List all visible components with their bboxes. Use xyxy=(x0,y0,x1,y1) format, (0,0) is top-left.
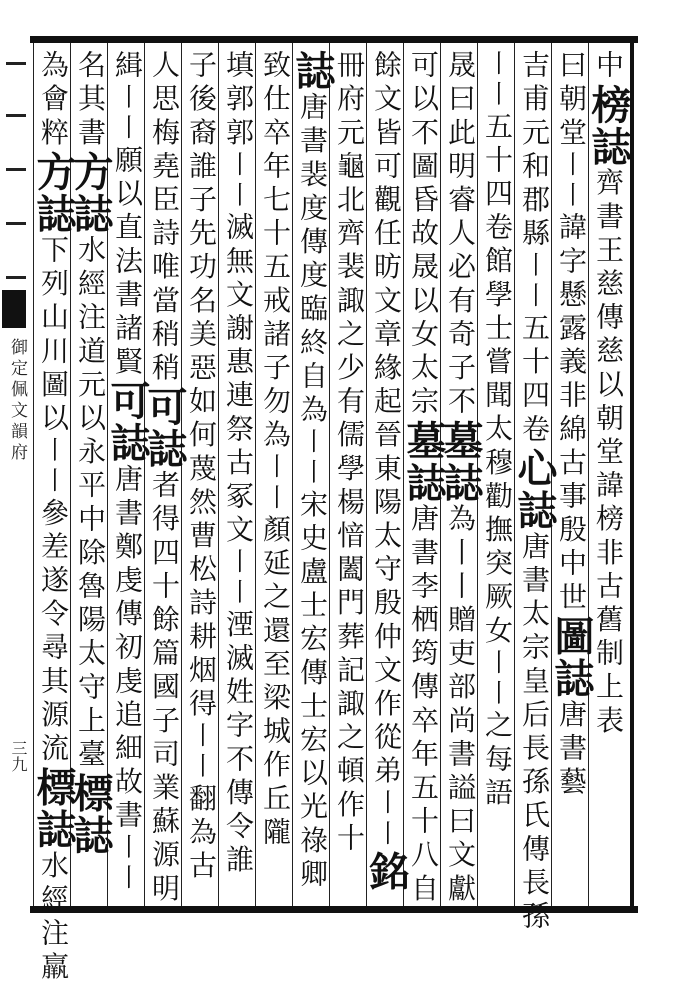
entry-heading: 方誌 xyxy=(30,150,77,235)
text-segment: 唐書裴度傳度臨終自為 xyxy=(296,92,329,428)
text-segment: 丨丨 xyxy=(557,150,586,213)
entry-heading: 可誌 xyxy=(104,380,151,465)
text-segment: 者得四十餘篇國子司業蘇源明 xyxy=(148,470,181,907)
text-segment: 丨丨 xyxy=(113,833,142,895)
text-segment: 丨丨 xyxy=(483,648,512,711)
text-segment: 齊書王慈傳慈以朝堂諱榜非古舊制上表 xyxy=(592,167,625,739)
text-segment: 丨丨 xyxy=(483,50,512,112)
book-title: 御定佩文韻府 xyxy=(7,338,27,464)
entry-heading: 榜誌 xyxy=(585,83,632,168)
text-segment: 餘文皆可觀任昉文章緣起晉東陽太守殷仲文作從弟 xyxy=(370,50,403,790)
text-segment: 五十四卷 xyxy=(518,312,551,448)
entry-heading: 誌 xyxy=(289,50,336,92)
text-segment: 唐書藝 xyxy=(555,699,588,801)
margin-mark xyxy=(6,114,26,117)
text-column xyxy=(30,50,77,985)
margin-mark xyxy=(6,168,26,171)
text-segment: 湮滅姓字不傳令誰 xyxy=(222,609,255,879)
text-segment: 緝 xyxy=(111,50,144,84)
entry-heading: 可誌 xyxy=(141,386,188,470)
page-number: 三九 xyxy=(9,740,28,772)
entry-heading: 圖誌 xyxy=(548,615,595,700)
margin-mark xyxy=(6,62,26,65)
text-segment: 丨丨 xyxy=(372,789,401,851)
text-segment: 吉甫元和郡縣 xyxy=(518,50,551,252)
text-segment: 曰朝堂 xyxy=(555,50,588,151)
entry-heading: 心誌 xyxy=(511,447,558,532)
text-segment: 丨丨 xyxy=(224,548,253,610)
text-segment: 滅無文謝惠連祭古冢文 xyxy=(222,212,255,549)
text-segment: 水經注羸 xyxy=(37,850,70,985)
entry-heading: 銘 xyxy=(363,850,410,893)
text-segment: 館學士嘗聞太穆勸撫突厥女 xyxy=(481,245,514,649)
text-segment: 名其書 xyxy=(74,50,107,151)
text-segment: 致仕卒年七十五戒諸子勿為 xyxy=(259,50,292,454)
text-segment: 填郭郭 xyxy=(222,50,255,151)
text-segment: 顏延之還至梁城作丘隴 xyxy=(259,514,292,851)
text-segment: 子後裔誰子先功名美惡如何蔑然曹松詩耕烟得 xyxy=(185,50,218,722)
text-segment: 丨丨 xyxy=(298,428,327,490)
text-segment: 中 xyxy=(592,50,625,84)
entry-heading: 標誌 xyxy=(67,772,114,857)
top-border xyxy=(30,36,638,43)
text-segment: 冊府元龜北齊裴諏之少有儒學楊愔闔門葬記諏之頓作十 xyxy=(333,50,366,857)
text-segment: 五十四卷 xyxy=(481,111,514,246)
text-segment: 丨丨 xyxy=(520,251,549,313)
text-segment: 為丨丨贈吏部尚書謚曰文獻 xyxy=(444,503,477,907)
text-segment: 宋史盧士宏傳士宏以光祿卿 xyxy=(296,489,329,893)
fish-tail-mark xyxy=(2,290,26,328)
entry-heading: 方誌 xyxy=(67,150,114,235)
text-segment: 丨丨 xyxy=(187,722,216,784)
text-segment: 下列山川圖以 xyxy=(37,234,70,437)
text-segment: 可以不圖昏故晟以女太宗 xyxy=(407,50,440,420)
text-segment: 之每語 xyxy=(481,710,514,811)
text-segment: 丨丨 xyxy=(261,453,290,515)
text-segment: 丨丨 xyxy=(113,83,142,145)
text-segment: 人思梅堯臣詩唯當稍稍 xyxy=(148,50,181,386)
text-segment: 為會粹 xyxy=(37,50,70,151)
entry-heading: 墓誌 xyxy=(437,419,484,504)
text-segment: 願以直法書諸賢 xyxy=(111,144,144,381)
text-segment: 唐書鄭虔傳初虔追細故書 xyxy=(111,464,144,834)
entry-heading: 標誌 xyxy=(30,766,77,851)
text-segment: 丨丨 xyxy=(39,436,68,498)
text-segment: 翻為古 xyxy=(185,783,218,885)
text-segment: 參差遂令尋其源流 xyxy=(37,497,70,767)
text-segment: 唐書李栖筠傳卒年五十八自 xyxy=(407,503,440,907)
text-segment: 水經注道元以永平中除魯陽太守上臺 xyxy=(74,234,107,773)
entry-heading: 墓誌 xyxy=(400,419,447,504)
margin-mark xyxy=(6,222,26,225)
text-segment: 唐書太宗皇后長孫氏傳長孫 xyxy=(518,531,551,935)
text-segment: 丨丨 xyxy=(224,150,253,213)
margin-mark xyxy=(6,276,26,279)
text-segment: 晟曰此明睿人必有奇子不 xyxy=(444,50,477,420)
text-segment: 諱字懸露義非綿古事殷中世 xyxy=(555,212,588,616)
